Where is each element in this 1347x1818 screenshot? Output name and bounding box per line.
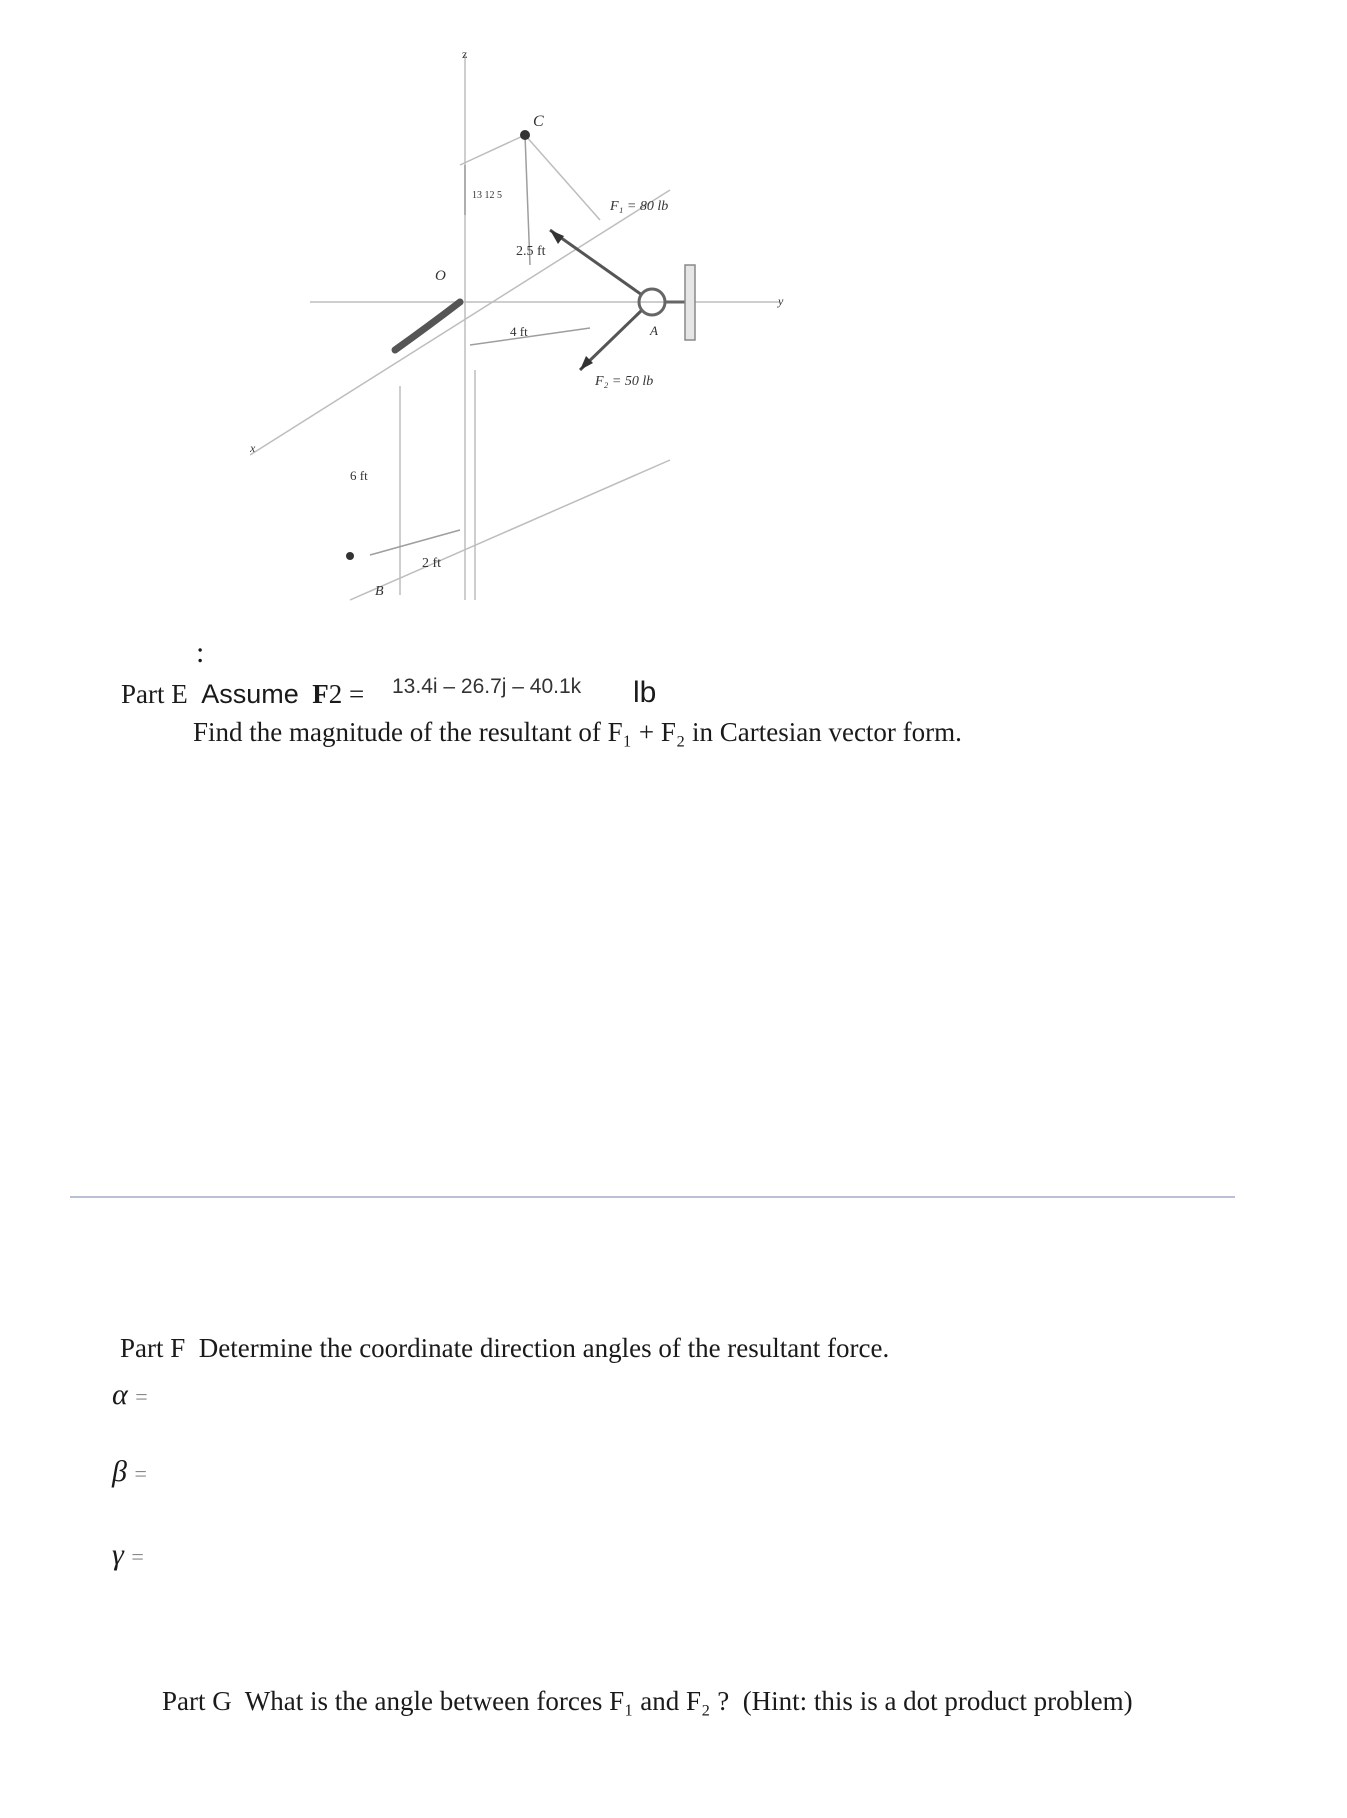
f2-value: 13.4i – 26.7j – 40.1k	[392, 675, 582, 698]
label-z: z	[462, 47, 468, 61]
diagonal-lower	[350, 460, 670, 600]
label-2-5ft: 2.5 ft	[516, 244, 546, 259]
x-axis	[250, 190, 670, 455]
label-b: B	[375, 584, 384, 599]
part-e-label: Part E	[121, 679, 188, 709]
f2-symbol: F	[312, 679, 329, 709]
part-g-hint: (Hint: this is a dot product problem)	[742, 1686, 1133, 1716]
label-x: x	[250, 441, 256, 455]
label-slope: 13 12 5	[472, 190, 502, 201]
label-c: C	[533, 113, 544, 130]
label-y: y	[778, 294, 784, 308]
beta-row	[112, 1455, 147, 1489]
label-2ft: 2 ft	[422, 556, 442, 571]
part-f-label: Part F	[120, 1333, 186, 1363]
label-4ft: 4 ft	[510, 324, 528, 339]
label-6ft: 6 ft	[350, 468, 368, 483]
point-b	[346, 552, 354, 560]
f1-arrowhead	[550, 230, 564, 244]
label-a: A	[650, 323, 658, 338]
part-e-question: Find the magnitude of the resultant of F₁ + F₂ in Cartesian vector form.	[193, 717, 962, 747]
alpha-symbol: α	[112, 1378, 128, 1411]
alpha-row	[112, 1378, 148, 1412]
section-divider	[70, 1196, 1235, 1198]
alpha-equals: =	[135, 1384, 148, 1409]
f2-subscript: 2	[328, 679, 343, 709]
gamma-equals: =	[131, 1544, 144, 1569]
f2-unit: lb	[633, 676, 657, 709]
gamma-symbol: γ	[112, 1538, 124, 1571]
point-c	[520, 130, 530, 140]
slope-line	[460, 135, 525, 165]
four-ft-dim	[470, 328, 590, 345]
f2-equals: =	[349, 679, 365, 709]
part-g-label: Part G	[162, 1686, 232, 1716]
beta-symbol: β	[112, 1455, 127, 1488]
wall-bracket	[685, 265, 695, 340]
label-f2: F₂ = 50 lb	[595, 374, 654, 389]
label-f1: F₁ = 80 lb	[610, 199, 669, 214]
part-g-question: What is the angle between forces F₁ and F₂ ?	[244, 1686, 730, 1716]
part-e-assume: Assume	[201, 679, 299, 709]
f1-arrow-shaft	[550, 230, 642, 295]
part-f-line	[120, 1333, 889, 1364]
part-g-line	[162, 1686, 1133, 1717]
force-diagram	[250, 40, 870, 620]
c-to-a-line	[525, 135, 600, 220]
label-o: O	[435, 268, 446, 284]
colon-mark: :	[196, 636, 205, 669]
two-ft-dim	[370, 530, 460, 555]
part-f-question: Determine the coordinate direction angles of the resultant force.	[198, 1333, 890, 1363]
part-e-line	[121, 679, 364, 710]
beta-equals: =	[134, 1461, 147, 1486]
gamma-row	[112, 1538, 144, 1572]
